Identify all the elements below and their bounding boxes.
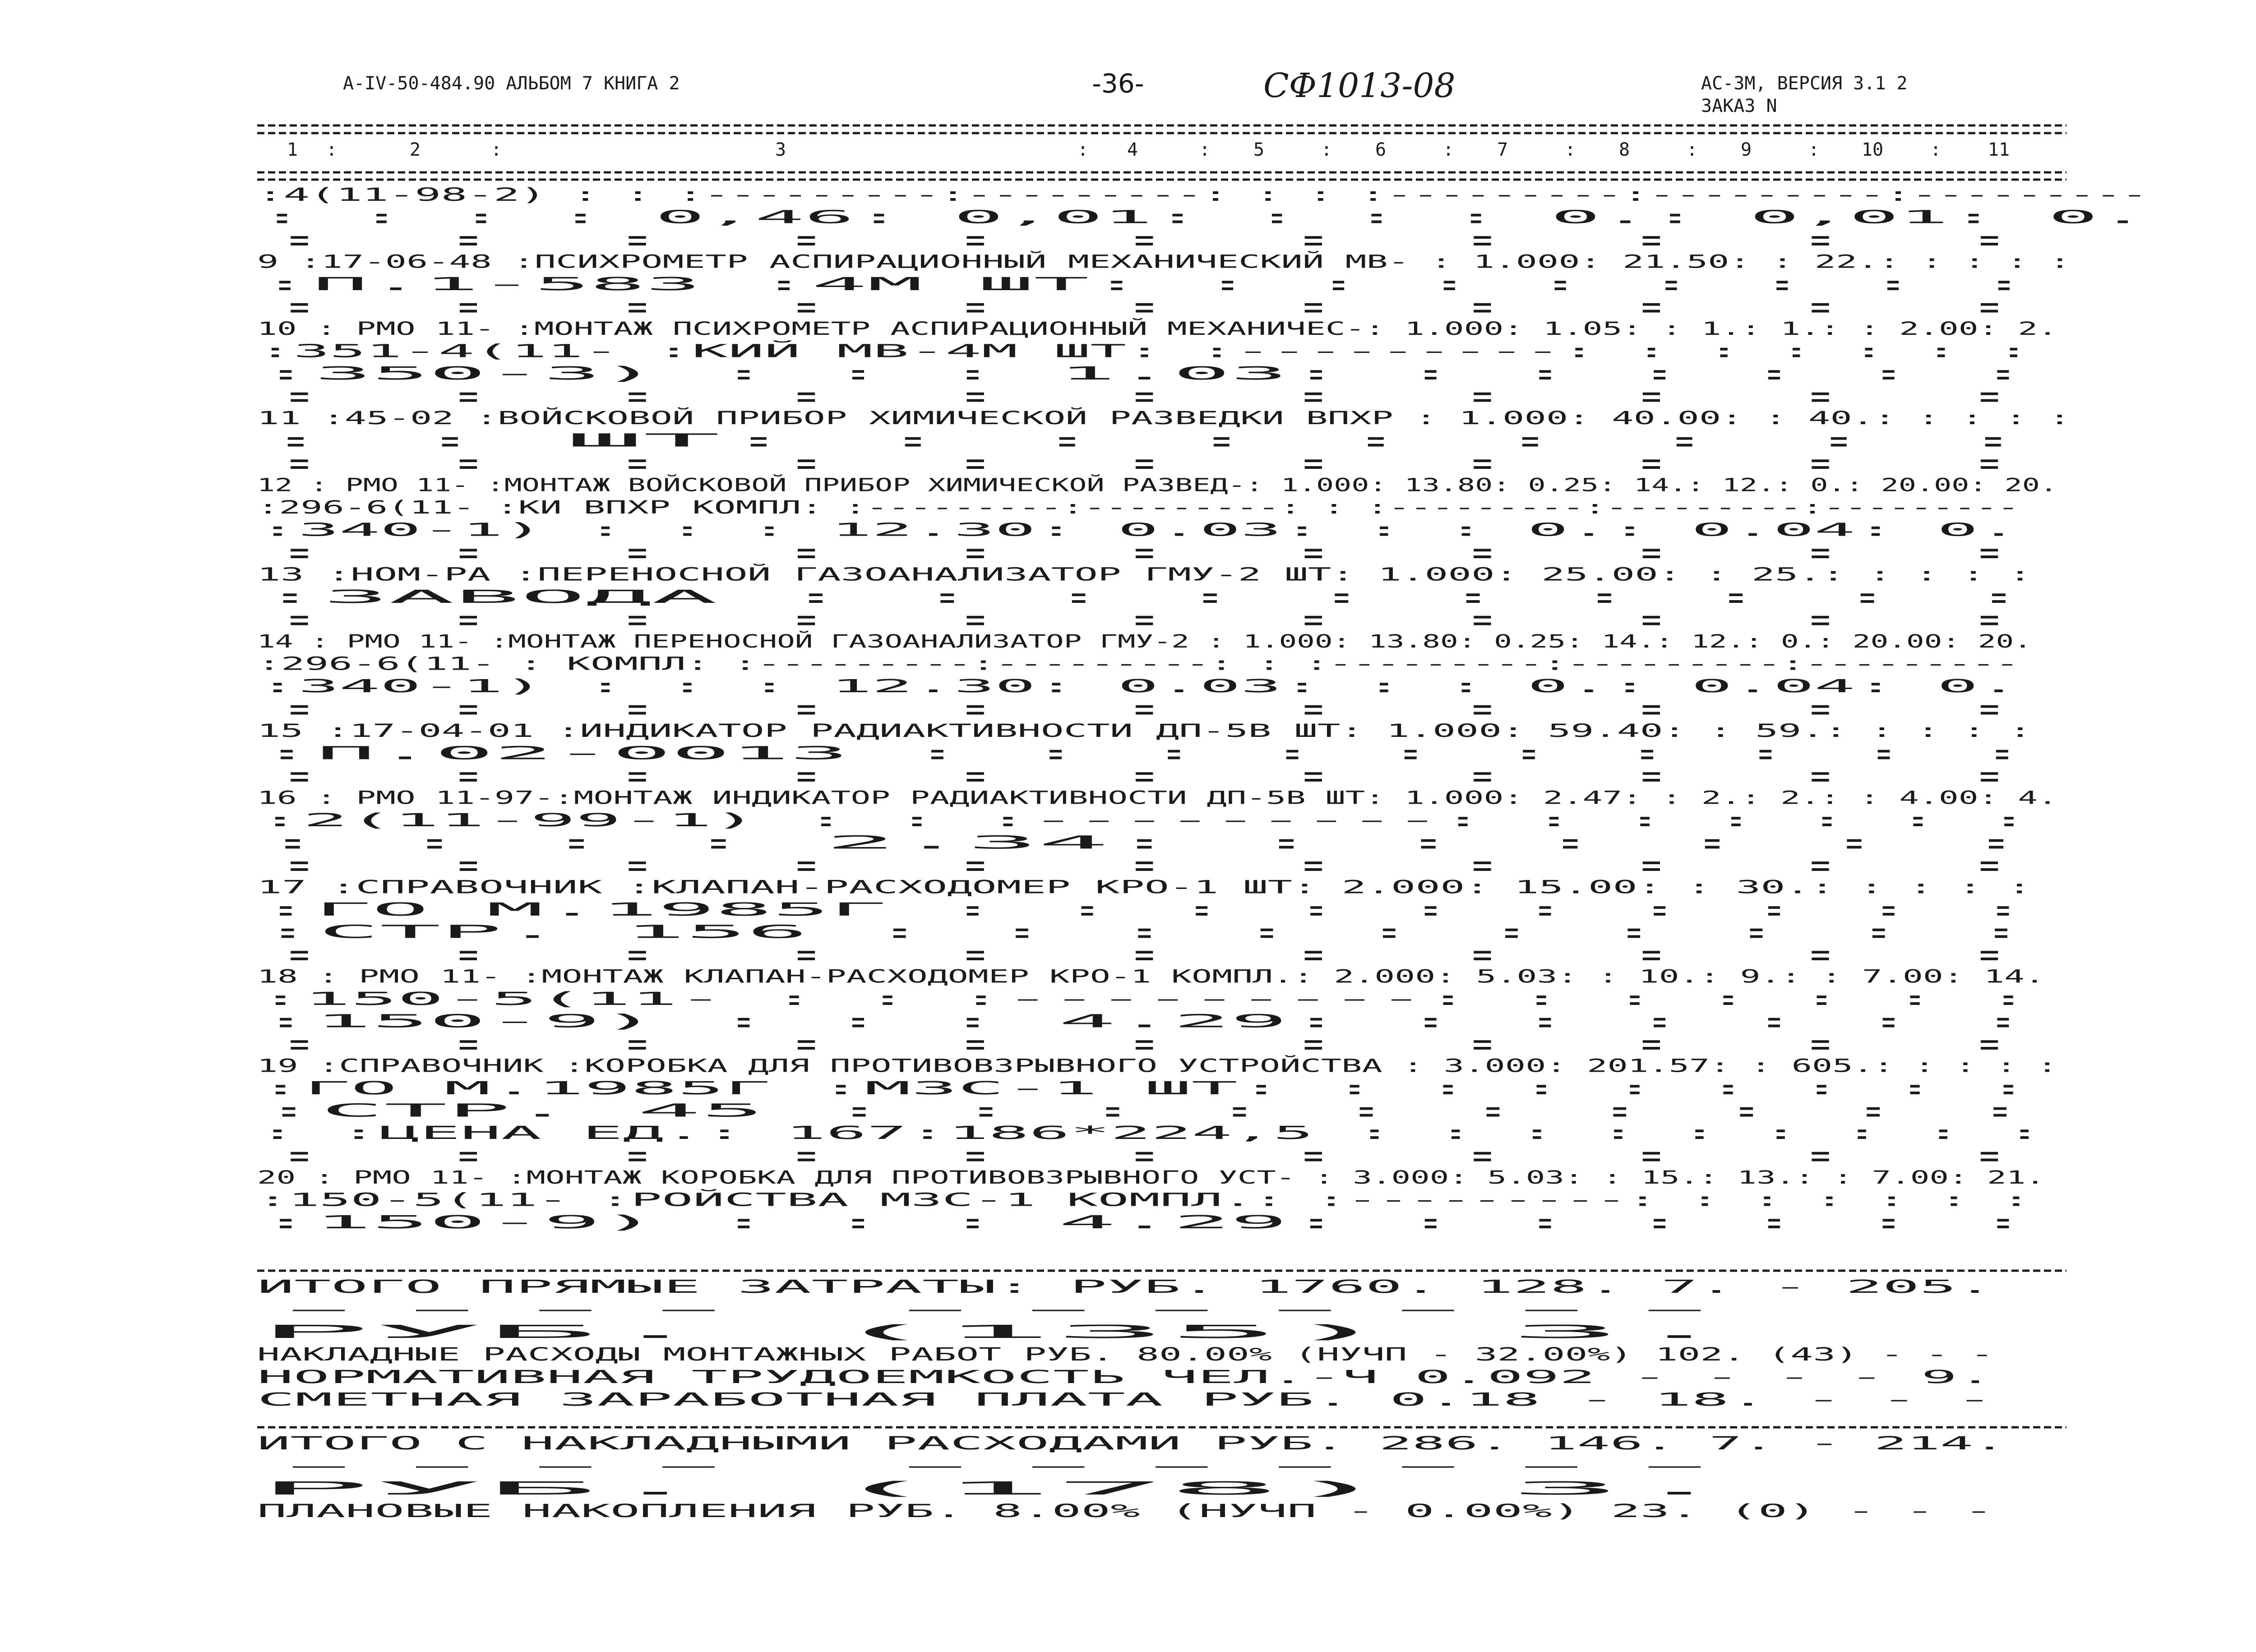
table-line: : : : : : : : : : : : — [257, 453, 2032, 473]
colon-sep: : — [1077, 139, 1089, 160]
col-header-5: 5 — [1253, 139, 1265, 160]
table-line: 11 :45-02 :ВОЙСКОВОЙ ПРИБОР ХИМИЧЕСКОЙ РАЗВЕДКИ ВПХР : 1.000: 40.00: : 40.: : : : : — [257, 408, 1159, 429]
table-line: : : : : : : : : : : : — [257, 542, 2032, 563]
table-line: :ГО М.1985Г : : : : : : : : : : — [257, 899, 2032, 920]
table-line: 12 : РМО 11- :МОНТАЖ ВОЙСКОВОЙ ПРИБОР ХИМИЧЕСКОЙ РАЗВЕД-: 1.000: 13.80: 0.25: 14.: 12.: 0.: 20.00: 20. — [257, 475, 1366, 496]
table-line: :350-3) : : : 1.03: : : : : : : — [257, 363, 2032, 384]
estimate-body — [257, 185, 2148, 1233]
colon-sep: : — [1199, 139, 1211, 160]
order-number: ЗАКАЗ N — [1701, 96, 1777, 116]
table-line: : : : : : : : : : : : — [257, 1033, 2032, 1054]
table-line: :150-9) : : : 4.29: : : : : : : — [257, 1212, 2032, 1233]
table-line: : : : : : : : : : : : — [257, 1145, 2032, 1166]
table-line: :П.02-0013 : : : : : : : : : : — [257, 743, 2032, 764]
table-line: 13 :НОМ-РА :ПЕРЕНОСНОЙ ГАЗОАНАЛИЗАТОР ГМУ-2 ШТ: 1.000: 25.00: : 25.: : : : : — [257, 564, 1083, 585]
totals-line: РУБ. (135) 3. — [257, 1322, 1736, 1342]
col-header-7: 7 — [1497, 139, 1508, 160]
table-line: : :ЦЕНА ЕД.: 167:186*224,5 : : : : : : : : : — [257, 1123, 2045, 1143]
col-header-3: 3 — [775, 139, 786, 160]
colon-sep: : — [1686, 139, 1698, 160]
table-line: : : : : : : : : : : : — [257, 229, 2032, 250]
program-version: АС-3М, ВЕРСИЯ 3.1 2 — [1701, 73, 1908, 94]
page-number: -36- — [1092, 68, 1144, 99]
table-line: : : : : : : : : : : : — [257, 385, 2032, 407]
col-header-2: 2 — [409, 139, 421, 160]
totals2-line: ---- ------- — [257, 1456, 1736, 1476]
doc-reference: А-IV-50-484.90 АЛЬБОМ 7 КНИГА 2 — [343, 73, 680, 94]
table-line: : : ШТ: : : : : : : : : — [257, 430, 2032, 451]
column-header-row — [287, 139, 2010, 160]
table-line: :П.1-583 :4М ШТ: : : : : : : : : — [257, 274, 2032, 295]
col-header-4: 4 — [1127, 139, 1138, 160]
table-line: :2(11-99-1) : : :---------: : : : : : : — [257, 810, 2032, 831]
col-header-6: 6 — [1375, 139, 1387, 160]
totals-line: ---- ------- — [257, 1299, 1736, 1320]
table-line: : : : : : : : : : : : — [257, 609, 2032, 630]
col-header-9: 9 — [1740, 139, 1752, 160]
table-line: :СТР. 45 : : : : : : : : : : — [257, 1100, 2032, 1121]
col-header-11: 11 — [1988, 139, 2010, 160]
table-line: :СТР. 156 : : : : : : : : : : — [257, 921, 2032, 943]
table-line: :ГО М.1985Г :МЗС-1 ШТ: : : : : : : : : — [257, 1078, 2032, 1099]
table-line: :340-1) : : : 12.30: 0.03: : : 0.: 0.04: 0. — [257, 519, 2019, 541]
table-line: :340-1) : : : 12.30: 0.03: : : 0.: 0.04: 0. — [257, 676, 2019, 697]
colon-sep: : — [1930, 139, 1942, 160]
col-header-1: 1 — [287, 139, 298, 160]
table-line: :296-6(11- :КИ ВПХР КОМПЛ: :---------:---------: : :---------:---------:--------- — [257, 497, 2019, 518]
table-line: : : : : : : : : : : : — [257, 765, 2032, 786]
table-line: : : : : : : : : : : : — [257, 944, 2032, 965]
colon-sep: : — [326, 139, 337, 160]
table-line: : : : : : : : : : : : — [257, 698, 2032, 719]
totals-line: СМЕТНАЯ ЗАРАБОТНАЯ ПЛАТА РУБ. 0.18 - 18. - - - — [257, 1389, 1993, 1410]
table-line: :150-9) : : : 4.29: : : : : : : — [257, 1011, 2032, 1032]
table-line: :296-6(11- : КОМПЛ: :---------:---------: : :---------:---------:--------- — [257, 653, 2019, 675]
table-line: 16 : РМО 11-97-:МОНТАЖ ИНДИКАТОР РАДИАКТИВНОСТИ ДП-5В ШТ: 1.000: 2.47: : 2.: 2.: : 4.00: 4. — [257, 787, 2057, 809]
colon-sep: : — [1321, 139, 1332, 160]
table-line: :ЗАВОДА : : : : : : : : : : — [257, 587, 2032, 607]
totals2-line: ПЛАНОВЫЕ НАКОПЛЕНИЯ РУБ. 8.00% (НУЧП - 0.00%) 23. (0) - - - — [257, 1501, 1993, 1522]
col-header-8: 8 — [1618, 139, 1630, 160]
table-line: 19 :СПРАВОЧНИК :КОРОБКА ДЛЯ ПРОТИВОВЗРЫВНОГО УСТРОЙСТВА : 3.000: 201.57: : 605.: : : : : — [257, 1055, 1214, 1077]
table-line: :4(11-98-2) : : :---------:---------: : : :---------:---------:--------- — [257, 185, 2148, 205]
colon-sep: : — [1442, 139, 1454, 160]
colon-sep: : — [1564, 139, 1576, 160]
table-line: : : : : 2.34: : : : : : : — [257, 832, 2032, 853]
table-line: 17 :СПРАВОЧНИК :КЛАПАН-РАСХОДОМЕР КРО-1 ШТ: 2.000: 15.00: : 30.: : : : : — [257, 877, 2032, 898]
table-line: 18 : РМО 11- :МОНТАЖ КЛАПАН-РАСХОДОМЕР КРО-1 КОМПЛ.: 2.000: 5.03: : 10.: 9.: : 7.00: 14. — [257, 966, 2045, 987]
table-line: :150-5(11- : : :---------: : : : : : : — [257, 989, 2032, 1009]
col-header-10: 10 — [1861, 139, 1884, 160]
handwritten-stamp: СФ1013-08 — [1263, 66, 1456, 105]
totals-with-overheads-block — [257, 1433, 2006, 1522]
table-line: 9 :17-06-48 :ПСИХРОМЕТР АСПИРАЦИОННЫЙ МЕХАНИЧЕСКИЙ МВ- : 1.000: 21.50: : 22.: : : : : — [257, 251, 1181, 273]
table-line: :150-5(11- :РОЙСТВА МЗС-1 КОМПЛ.: :---------: : : : : : : — [257, 1189, 877, 1211]
table-line: 15 :17-04-01 :ИНДИКАТОР РАДИАКТИВНОСТИ ДП-5В ШТ: 1.000: 59.40: : 59.: : : : : — [257, 721, 2032, 741]
table-line: : : : : : : : : : : : — [257, 296, 2032, 317]
totals-block — [257, 1277, 1993, 1410]
totals-line: НОРМАТИВНАЯ ТРУДОЕМКОСТЬ ЧЕЛ.-Ч 0.092 - - - - 9. — [257, 1367, 1993, 1388]
totals-line: ИТОГО ПРЯМЫЕ ЗАТРАТЫ: РУБ. 1760. 128. 7. - 205. — [257, 1277, 1993, 1297]
table-line: : : : : : : : : : : : — [257, 855, 2032, 875]
colon-sep: : — [490, 139, 502, 160]
table-line: 20 : РМО 11- :МОНТАЖ КОРОБКА ДЛЯ ПРОТИВОВЗРЫВНОГО УСТ- : 3.000: 5.03: : 15.: 13.: : 7.00: 21. — [257, 1167, 2045, 1188]
totals2-line: РУБ. (178) 3. — [257, 1478, 1736, 1499]
totals-line: НАКЛАДНЫЕ РАСХОДЫ МОНТАЖНЫХ РАБОТ РУБ. 80.00% (НУЧП - 32.00%) 102. (43) - - - — [257, 1344, 1993, 1365]
table-line: 14 : РМО 11- :МОНТАЖ ПЕРЕНОСНОЙ ГАЗОАНАЛИЗАТОР ГМУ-2 : 1.000: 13.80: 0.25: 14.: 12.: 0.: 20.00: 20. — [257, 631, 1333, 652]
table-line: :351-4(11- :КИЙ МВ-4М ШТ: :---------: : : : : : : — [257, 341, 790, 362]
table-line: 10 : РМО 11- :МОНТАЖ ПСИХРОМЕТР АСПИРАЦИОННЫЙ МЕХАНИЧЕС-: 1.000: 1.05: : 1.: 1.: : 2.00: 2. — [257, 319, 1246, 339]
totals2-line: ИТОГО С НАКЛАДНЫМИ РАСХОДАМИ РУБ. 286. 146. 7. - 214. — [257, 1433, 2006, 1454]
colon-sep: : — [1808, 139, 1820, 160]
table-line: : : : : 0,46: 0,01: : : : 0.: 0,01: 0. — [257, 207, 2148, 228]
